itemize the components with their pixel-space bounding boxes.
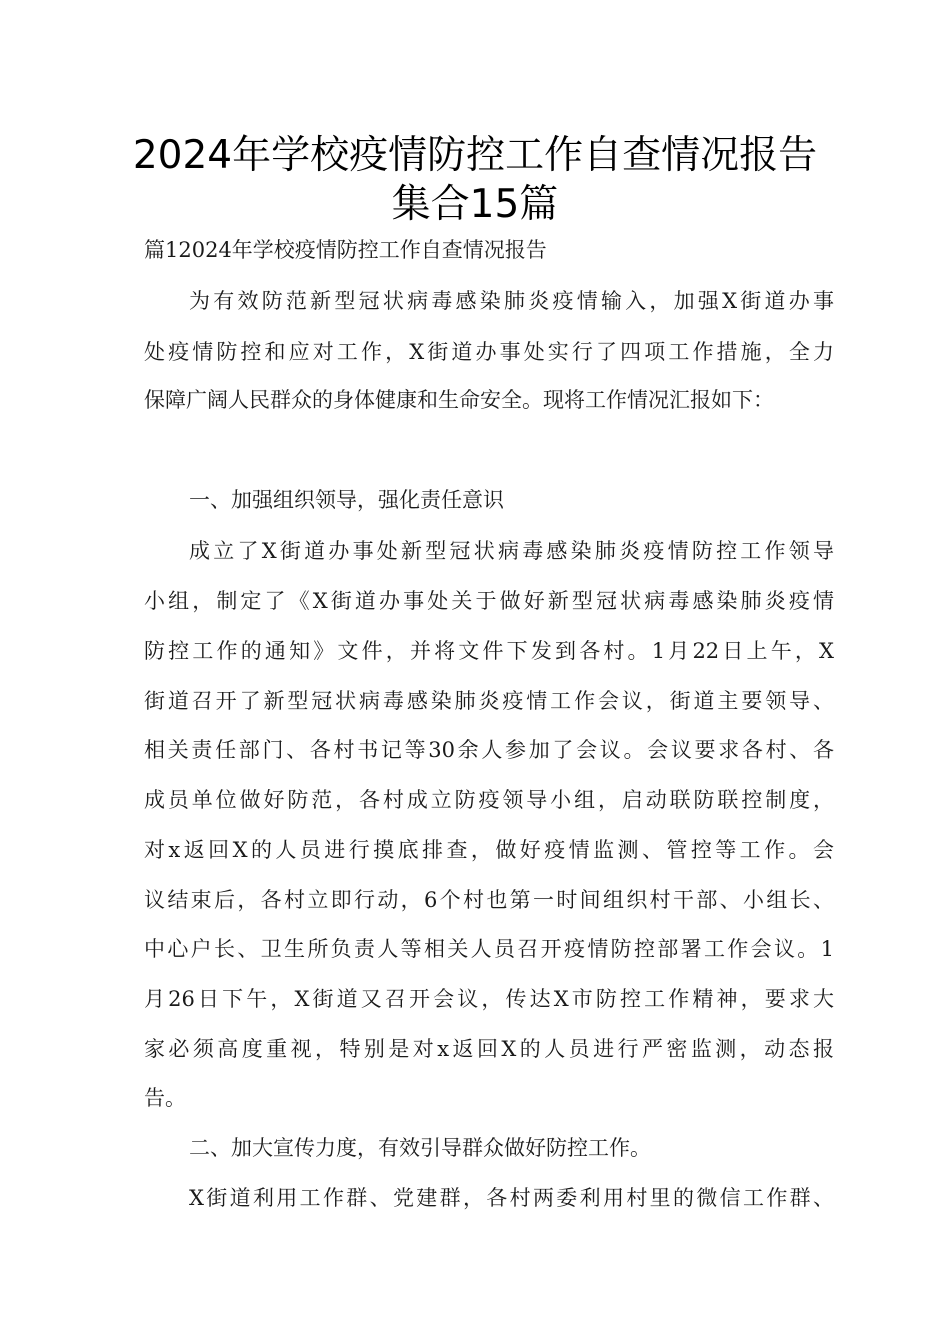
paragraph-line: 街道召开了新型冠状病毒感染肺炎疫情工作会议，街道主要领导、 [144,689,834,713]
paragraph-line: 为有效防范新型冠状病毒感染肺炎疫情输入，加强X街道办事 [189,289,834,313]
section-heading: 二、加大宣传力度，有效引导群众做好防控工作。 [189,1136,651,1160]
paragraph-line: X街道利用工作群、党建群，各村两委利用村里的微信工作群、 [189,1186,834,1210]
paragraph-line: 相关责任部门、各村书记等30余人参加了会议。会议要求各村、各 [144,738,834,762]
paragraph-line: 家必须高度重视，特别是对x返回X的人员进行严密监测，动态报 [144,1037,834,1061]
paragraph-line: 议结束后，各村立即行动，6个村也第一时间组织村干部、小组长、 [144,888,834,912]
paragraph-line: 保障广阔人民群众的身体健康和生命安全。现将工作情况汇报如下： [144,388,774,412]
section-heading: 一、加强组织领导，强化责任意识 [189,488,504,512]
paragraph-line: 告。 [144,1086,186,1110]
paragraph-line: 成立了X街道办事处新型冠状病毒感染肺炎疫情防控工作领导 [189,539,834,563]
section-subtitle: 篇12024年学校疫情防控工作自查情况报告 [144,238,547,262]
paragraph-line: 小组，制定了《X街道办事处关于做好新型冠状病毒感染肺炎疫情 [144,589,834,613]
paragraph-line: 成员单位做好防范，各村成立防疫领导小组，启动联防联控制度， [144,788,834,812]
paragraph-line: 对x返回X的人员进行摸底排查，做好疫情监测、管控等工作。会 [144,838,834,862]
document-title-line-2: 集合15篇 [391,182,559,227]
paragraph-line: 防控工作的通知》文件，并将文件下发到各村。1月22日上午，X [144,639,834,663]
paragraph-line: 月26日下午，X街道又召开会议，传达X市防控工作精神，要求大 [144,987,834,1011]
paragraph-line: 中心户长、卫生所负责人等相关人员召开疫情防控部署工作会议。1 [144,937,834,961]
document-title-line-1: 2024年学校疫情防控工作自查情况报告 [132,133,818,178]
paragraph-line: 处疫情防控和应对工作，X街道办事处实行了四项工作措施，全力 [144,340,834,364]
